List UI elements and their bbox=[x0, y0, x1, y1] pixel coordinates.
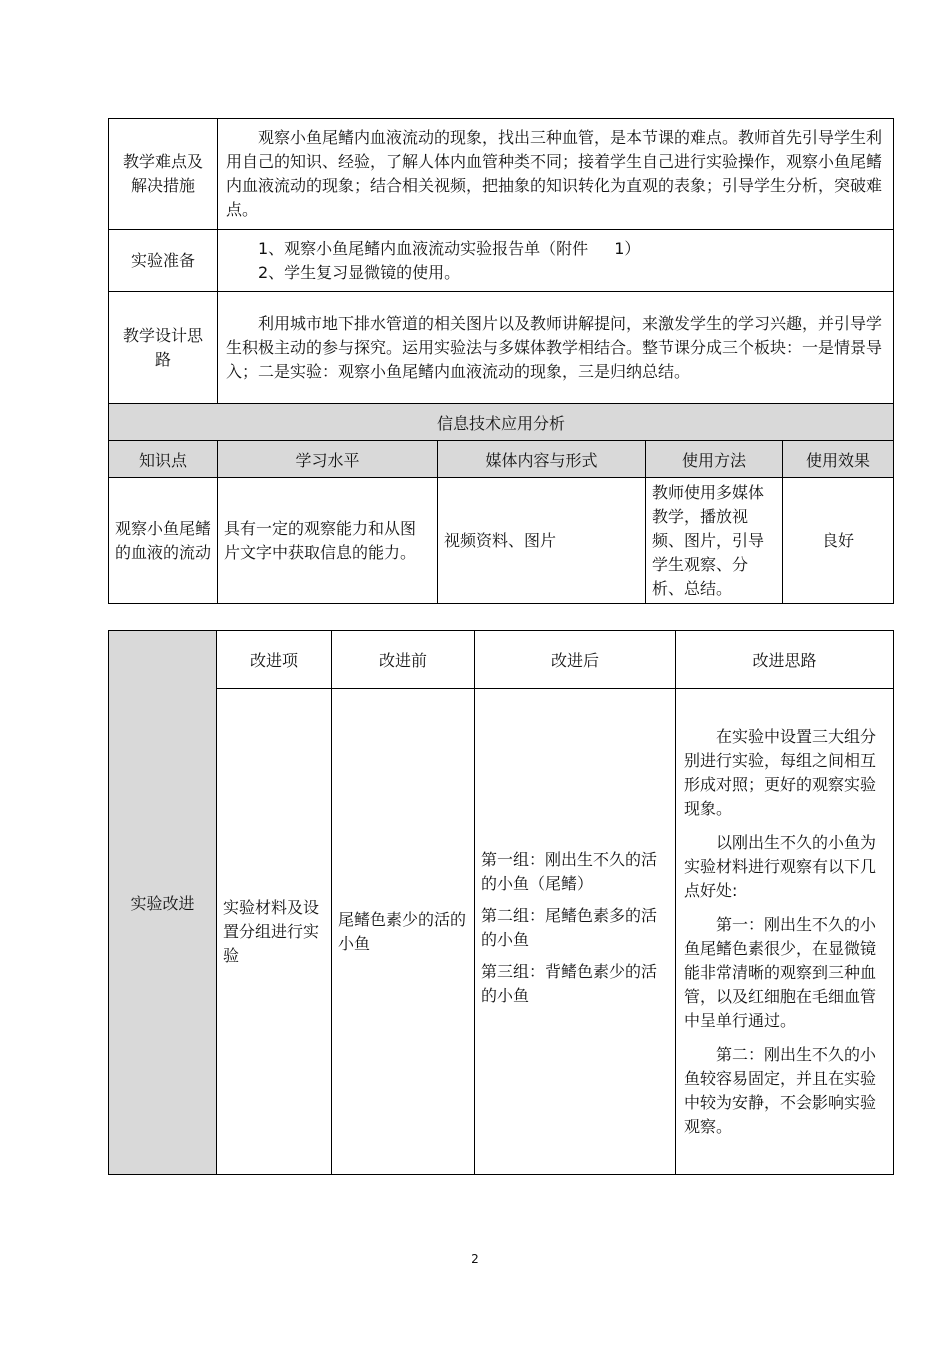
teaching-info-table bbox=[108, 118, 894, 604]
difficulty-label: 教学难点及解决措施 bbox=[109, 119, 218, 230]
it-point: 观察小鱼尾鳍的血液的流动 bbox=[109, 478, 218, 604]
it-header-level: 学习水平 bbox=[218, 441, 438, 478]
improvement-item: 实验材料及设置分组进行实验 bbox=[217, 689, 332, 1175]
design-label: 教学设计思路 bbox=[109, 292, 218, 404]
prep-item-2: 2、学生复习显微镜的使用。 bbox=[258, 262, 461, 282]
improvement-before: 尾鳍色素少的活的小鱼 bbox=[332, 689, 475, 1175]
idea-paragraph-1: 在实验中设置三大组分别进行实验，每组之间相互形成对照；更好的观察实验现象。 bbox=[684, 726, 877, 818]
after-group-2: 第二组：尾鳍色素多的活的小鱼 bbox=[481, 905, 658, 949]
improvement-side-label: 实验改进 bbox=[109, 631, 217, 1175]
prep-items bbox=[218, 230, 894, 292]
idea-paragraph-3: 第一：刚出生不久的小鱼尾鳍色素很少，在显微镜能非常清晰的观察到三种血管，以及红细胞在毛细血管中呈单行通过。 bbox=[684, 914, 877, 1030]
idea-paragraph-4: 第二：刚出生不久的小鱼较容易固定，并且在实验中较为安静，不会影响实验观察。 bbox=[684, 1044, 877, 1136]
it-header-point: 知识点 bbox=[109, 441, 218, 478]
it-section-title: 信息技术应用分析 bbox=[109, 404, 894, 441]
idea-paragraph-2: 以刚出生不久的小鱼为实验材料进行观察有以下几点好处: bbox=[684, 832, 877, 900]
improvement-idea bbox=[676, 689, 894, 1175]
header-after: 改进后 bbox=[475, 631, 676, 689]
it-header-media: 媒体内容与形式 bbox=[438, 441, 646, 478]
it-method: 教师使用多媒体教学，播放视频、图片，引导学生观察、分析、总结。 bbox=[646, 478, 783, 604]
improvement-after bbox=[475, 689, 676, 1175]
header-item: 改进项 bbox=[217, 631, 332, 689]
experiment-improvement-table bbox=[108, 630, 894, 1175]
it-level: 具有一定的观察能力和从图片文字中获取信息的能力。 bbox=[218, 478, 438, 604]
difficulty-text: 观察小鱼尾鳍内血液流动的现象，找出三种血管，是本节课的难点。教师首先引导学生利用自己的知识、经验，了解人体内血管种类不同；接着学生自己进行实验操作，观察小鱼尾鳍内血液流动的现象；结合相关视频，把抽象的知识转化为直观的表象；引导学生分析，突破难点。 bbox=[218, 119, 894, 230]
after-group-3: 第三组：背鳍色素少的活的小鱼 bbox=[481, 961, 658, 1005]
it-header-method: 使用方法 bbox=[646, 441, 783, 478]
prep-label: 实验准备 bbox=[109, 230, 218, 292]
it-effect: 良好 bbox=[783, 478, 894, 604]
it-media: 视频资料、图片 bbox=[438, 478, 646, 604]
it-header-effect: 使用效果 bbox=[783, 441, 894, 478]
page-number: 2 bbox=[471, 1252, 479, 1266]
header-idea: 改进思路 bbox=[676, 631, 894, 689]
after-group-1: 第一组：刚出生不久的活的小鱼（尾鳍） bbox=[481, 849, 658, 893]
design-text: 利用城市地下排水管道的相关图片以及教师讲解提问，来激发学生的学习兴趣，并引导学生积极主动的参与探究。运用实验法与多媒体教学相结合。整节课分成三个板块：一是情景导入；二是实验：观察小鱼尾鳍内血液流动的现象，三是归纳总结。 bbox=[218, 292, 894, 404]
prep-item-1: 1、观察小鱼尾鳍内血液流动实验报告单（附件 1） bbox=[258, 238, 641, 258]
header-before: 改进前 bbox=[332, 631, 475, 689]
